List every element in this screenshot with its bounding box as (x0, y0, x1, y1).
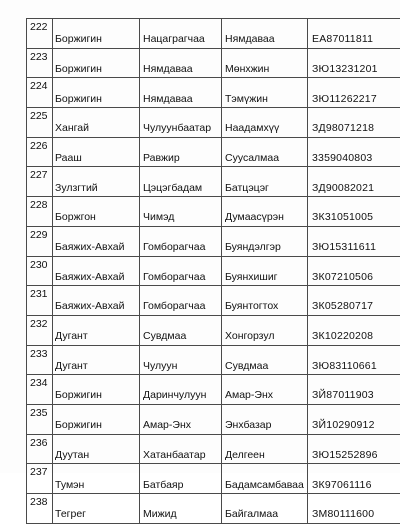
father-name-cell: Чулуунбаатар (140, 108, 222, 138)
row-number: 234 (27, 375, 53, 405)
given-name-cell: Амар-Энх (222, 375, 308, 405)
given-name-cell: Батцэцэг (222, 167, 308, 197)
surname-cell: Дугант (53, 345, 140, 375)
given-name-cell: Байгалмаа (222, 494, 308, 524)
surname-cell: Боржигин (53, 375, 140, 405)
registration-number-cell: ЗК07210506 (308, 256, 400, 286)
father-name-cell: Нямдаваа (140, 78, 222, 108)
registration-number-cell: ЗЮ13231201 (308, 48, 400, 78)
surname-cell: Тумэн (53, 464, 140, 494)
registration-number-cell: ЗЙ87011903 (308, 375, 400, 405)
row-number: 226 (27, 137, 53, 167)
table-row (27, 434, 400, 464)
registration-number-cell: ЕА87011811 (308, 19, 400, 49)
registration-number-cell: ЗЮ15252896 (308, 434, 400, 464)
row-number: 230 (27, 256, 53, 286)
row-number: 235 (27, 404, 53, 434)
table-row (27, 404, 400, 434)
father-name-cell: Гомборагчаа (140, 286, 222, 316)
row-number: 223 (27, 48, 53, 78)
given-name-cell: Суусалмаа (222, 137, 308, 167)
surname-cell: Боржигин (53, 78, 140, 108)
table-row (27, 256, 400, 286)
registration-number-cell: ЗК05280717 (308, 286, 400, 316)
row-number: 231 (27, 286, 53, 316)
row-number: 236 (27, 434, 53, 464)
father-name-cell: Нацаграгчаа (140, 19, 222, 49)
surname-cell: Зулзгтий (53, 167, 140, 197)
registration-number-cell: ЗК97061116 (308, 464, 400, 494)
registration-number-cell: ЗК10220208 (308, 315, 400, 345)
registration-number-cell: ЗЮ15311611 (308, 226, 400, 256)
surname-cell: Баяжих-Авхай (53, 286, 140, 316)
row-number: 238 (27, 494, 53, 524)
table-row (27, 464, 400, 494)
table-row (27, 108, 400, 138)
table-row (27, 315, 400, 345)
surname-cell: Дуутан (53, 434, 140, 464)
father-name-cell: Амар-Энх (140, 404, 222, 434)
given-name-cell: Энхбазар (222, 404, 308, 434)
father-name-cell: Гомборагчаа (140, 256, 222, 286)
table-row (27, 167, 400, 197)
surname-cell: Тегрег (53, 494, 140, 524)
registration-number-cell: ЗЙ10290912 (308, 404, 400, 434)
given-name-cell: Думаасүрэн (222, 197, 308, 227)
registration-number-cell: ЗМ80111600 (308, 494, 400, 524)
table-row (27, 137, 400, 167)
father-name-cell: Нямдаваа (140, 48, 222, 78)
father-name-cell: Сувдмаа (140, 315, 222, 345)
roster-table (26, 18, 400, 524)
registration-number-cell: ЗЮ83110661 (308, 345, 400, 375)
table-row (27, 197, 400, 227)
table-row (27, 226, 400, 256)
father-name-cell: Даринчулуун (140, 375, 222, 405)
row-number: 229 (27, 226, 53, 256)
row-number: 233 (27, 345, 53, 375)
registration-number-cell: 3359040803 (308, 137, 400, 167)
table-row (27, 494, 400, 524)
roster-table-body (27, 19, 400, 524)
table-row (27, 375, 400, 405)
given-name-cell: Делгеен (222, 434, 308, 464)
row-number: 222 (27, 19, 53, 49)
row-number: 225 (27, 108, 53, 138)
row-number: 228 (27, 197, 53, 227)
given-name-cell: Буянтогтох (222, 286, 308, 316)
given-name-cell: Хонгорзул (222, 315, 308, 345)
surname-cell: Боржигин (53, 404, 140, 434)
registration-number-cell: ЗД98071218 (308, 108, 400, 138)
row-number: 224 (27, 78, 53, 108)
registration-number-cell: ЗК31051005 (308, 197, 400, 227)
given-name-cell: Тэмүжин (222, 78, 308, 108)
father-name-cell: Хатанбаатар (140, 434, 222, 464)
surname-cell: Баяжих-Авхай (53, 226, 140, 256)
father-name-cell: Мижид (140, 494, 222, 524)
table-row (27, 78, 400, 108)
given-name-cell: Наадамхүү (222, 108, 308, 138)
table-row (27, 48, 400, 78)
father-name-cell: Чулуун (140, 345, 222, 375)
surname-cell: Боржигин (53, 48, 140, 78)
row-number: 237 (27, 464, 53, 494)
table-row (27, 19, 400, 49)
given-name-cell: Бадамсамбаваа (222, 464, 308, 494)
row-number: 232 (27, 315, 53, 345)
given-name-cell: Нямдаваа (222, 19, 308, 49)
surname-cell: Рааш (53, 137, 140, 167)
given-name-cell: Мөнхжин (222, 48, 308, 78)
given-name-cell: Буянхишиг (222, 256, 308, 286)
father-name-cell: Цэцэгбадам (140, 167, 222, 197)
father-name-cell: Гомборагчаа (140, 226, 222, 256)
given-name-cell: Сувдмаа (222, 345, 308, 375)
father-name-cell: Равжир (140, 137, 222, 167)
surname-cell: Хангай (53, 108, 140, 138)
surname-cell: Боржгон (53, 197, 140, 227)
table-row (27, 345, 400, 375)
father-name-cell: Чимэд (140, 197, 222, 227)
registration-number-cell: ЗД90082021 (308, 167, 400, 197)
father-name-cell: Батбаяр (140, 464, 222, 494)
table-row (27, 286, 400, 316)
given-name-cell: Буяндэлгэр (222, 226, 308, 256)
registration-number-cell: ЗЮ11262217 (308, 78, 400, 108)
surname-cell: Баяжих-Авхай (53, 256, 140, 286)
surname-cell: Дугант (53, 315, 140, 345)
row-number: 227 (27, 167, 53, 197)
surname-cell: Боржигин (53, 19, 140, 49)
